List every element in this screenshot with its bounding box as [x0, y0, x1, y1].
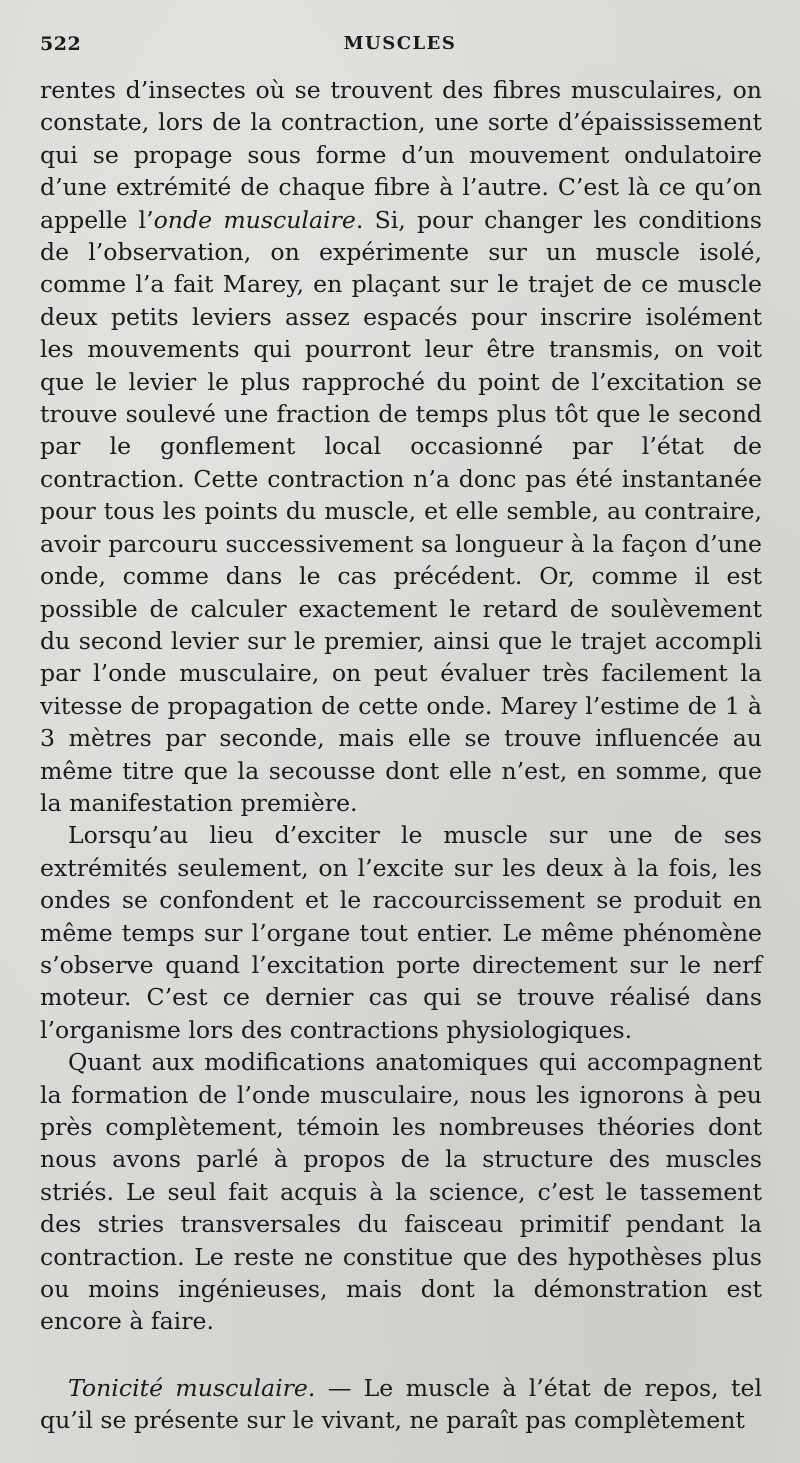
- paragraph-text: rentes d’insectes où se trouvent des fibres musculaires, on constate, lors de la contraction, une sorte d’épaississement qui se propage sous forme d’un mouvement ondulatoire d’une extrémité de chaque fibre à l’autre. C’est là ce qu’on appelle l’: [40, 76, 762, 234]
- page-header: [40, 33, 760, 61]
- paragraph-double-excitation: Lorsqu’au lieu d’exciter le muscle sur une de ses extrémités seulement, on l’excite sur les deux à la fois, les ondes se confondent et le raccourcissement se produit en même temps sur l’organe tout entier. Le même phénomène s’observe quand l’excitation porte directement sur le nerf moteur. C’est ce dernier cas qui se trouve réalisé dans l’organisme lors des contractions physiologiques.: [40, 821, 762, 1044]
- running-head: MUSCLES: [343, 33, 457, 54]
- italic-term: onde musculaire: [153, 205, 356, 234]
- page-number: 522: [40, 33, 82, 55]
- section-gap: [40, 1338, 762, 1372]
- paragraph-text: — Le muscle à l’état de repos, tel qu’il se présente sur le vivant, ne paraît pas complètement: [40, 1373, 762, 1435]
- paragraph-text: . Si, pour changer les conditions de l’observation, on expérimente sur un muscle isolé, comme l’a fait Marey, en plaçant sur le trajet de ce muscle deux petits leviers assez espacés pour inscrire isolément les mouvements qui pourront leur être transmis, on voit que le levier le plus rapproché du point de l’excitation se trouve soulevé une fraction de temps plus tôt que le second par le gonflement local occasionné par l’état de contraction. Cette contraction n’a donc pas été instantanée pour tous les points du muscle, et elle semble, au contraire, avoir parcouru successivement sa longueur à la façon d’une onde, comme dans le cas précédent. Or, comme il est possible de calculer exactement le retard de soulèvement du second levier sur le premier, ainsi que le trajet accompli par l’onde musculaire, on peut évaluer très facilement la vitesse de propagation de cette onde. Marey l’estime de 1 à 3 mètres par seconde, mais elle se trouve influencée au même titre que la secousse dont elle n’est, en somme, que la manifestation première.: [40, 205, 763, 817]
- paragraph-modifications-anatomiques: Quant aux modifications anatomiques qui accompagnent la formation de l’onde musculaire, nous les ignorons à peu près complètement, témoin les nombreuses théories dont nous avons parlé à propos de la structure des muscles striés. Le seul fait acquis à la science, c’est le tassement des stries transversales du faisceau primitif pendant la contraction. Le reste ne constitue que des hypothèses plus ou moins ingénieuses, mais dont la démonstration est encore à faire.: [40, 1048, 762, 1336]
- section-title: Tonicité musculaire.: [68, 1373, 316, 1402]
- paragraph-onde-musculaire: [40, 74, 762, 819]
- body-text: [40, 74, 762, 1437]
- paragraph-tonicite: [40, 1372, 762, 1437]
